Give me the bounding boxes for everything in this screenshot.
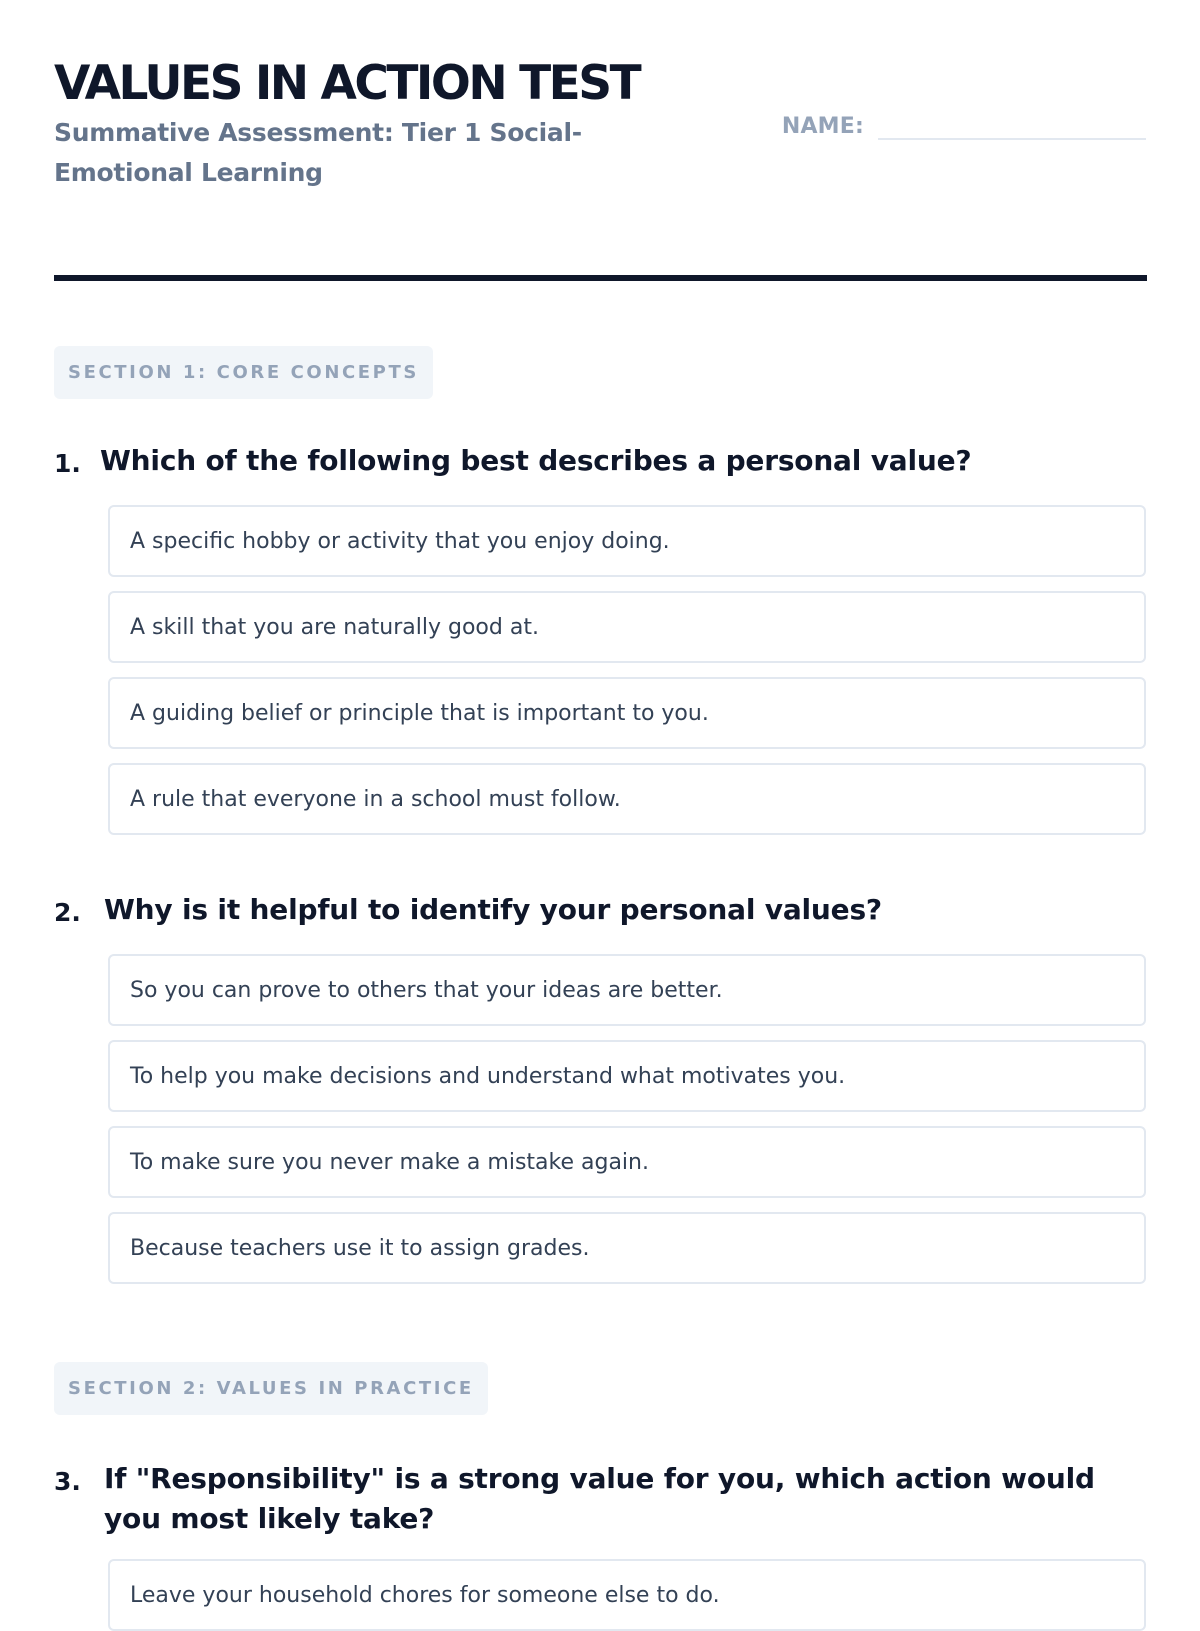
question-2-options: [108, 954, 1146, 1284]
question-2-header: [54, 890, 1146, 932]
question-text: If "Responsibility" is a strong value for you, which action would you most likely take?: [104, 1462, 1095, 1535]
question-3-options: [108, 1559, 1146, 1631]
name-label: NAME:: [781, 114, 864, 139]
answer-option[interactable]: Leave your household chores for someone else to do.: [108, 1559, 1146, 1631]
question-number: 3.: [54, 1467, 81, 1496]
title-block: [54, 56, 714, 193]
question-3-header: [54, 1459, 1146, 1539]
question-3: [54, 1459, 1146, 1631]
answer-option[interactable]: A rule that everyone in a school must follow.: [108, 763, 1146, 835]
answer-option[interactable]: A guiding belief or principle that is important to you.: [108, 677, 1146, 749]
answer-option[interactable]: So you can prove to others that your ideas are better.: [108, 954, 1146, 1026]
section-1-tag: SECTION 1: CORE CONCEPTS: [54, 346, 433, 399]
question-number: 2.: [54, 898, 81, 927]
test-title: VALUES IN ACTION TEST: [54, 56, 640, 111]
answer-option[interactable]: Because teachers use it to assign grades.: [108, 1212, 1146, 1284]
question-text: Why is it helpful to identify your personal values?: [104, 893, 882, 926]
question-2: [54, 890, 1146, 1284]
answer-option[interactable]: A specific hobby or activity that you enjoy doing.: [108, 505, 1146, 577]
header-divider: [54, 275, 1147, 281]
test-subtitle: Summative Assessment: Tier 1 Social-Emotional Learning: [54, 118, 582, 187]
name-field[interactable]: [878, 108, 1146, 140]
section-2-tag: SECTION 2: VALUES IN PRACTICE: [54, 1362, 488, 1415]
question-text: Which of the following best describes a personal value?: [100, 444, 972, 477]
answer-option[interactable]: To help you make decisions and understand what motivates you.: [108, 1040, 1146, 1112]
question-1-options: [108, 505, 1146, 835]
answer-option[interactable]: A skill that you are naturally good at.: [108, 591, 1146, 663]
question-1-header: [54, 441, 1146, 483]
question-number: 1.: [54, 449, 81, 478]
question-1: [54, 441, 1146, 835]
answer-option[interactable]: To make sure you never make a mistake again.: [108, 1126, 1146, 1198]
test-header: [54, 56, 1146, 222]
name-block: [782, 108, 1146, 142]
